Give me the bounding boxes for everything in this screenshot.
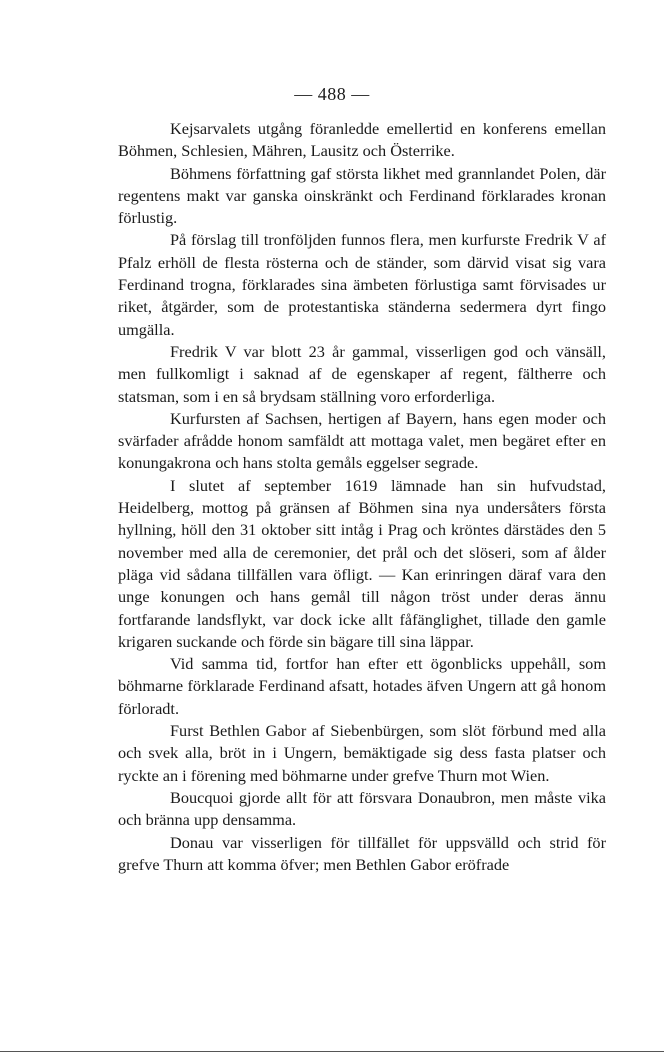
page-number: — 488 — <box>294 84 370 104</box>
paragraph: Fredrik V var blott 23 år gammal, visserligen god och vänsäll, men fullkomligt i saknad af de egenskaper af regent, fältherre och statsman, som i en så brydsam ställning voro erforderliga. <box>118 341 606 406</box>
paragraph: Kurfursten af Sachsen, hertigen af Bayern, hans egen moder och svärfader afrådde honom samfäldt att mottaga valet, men begäret efter en konungakrona och hans stolta gemåls eggelser segrade. <box>118 408 606 473</box>
paragraph: Kejsarvalets utgång föranledde emellertid en konferens emellan Böhmen, Schlesien, Mähren, Lausitz och Österrike. <box>118 119 606 161</box>
body-text <box>118 118 606 876</box>
paragraph: På förslag till tronföljden funnos flera, men kurfurste Fredrik V af Pfalz erhöll de flesta rösterna och de ständer, som därvid visat sig vara Ferdinand trogna, förklarades sina ämbeten förlustiga samt förvisades ur riket, åtgärder, som de protestantiska ständerna sedermera dyrt fingo umgälla. <box>118 230 606 339</box>
paragraph: Furst Bethlen Gabor af Siebenbürgen, som slöt förbund med alla och svek alla, bröt in i Ungern, bemäktigade sig dess fasta platser och ryckte an i förening med böhmarne under grefve Thurn mot Wien. <box>118 721 606 785</box>
paragraph: Donau var visserligen för tillfället för uppsvälld och strid för grefve Thurn att komma öfver; men Bethlen Gabor eröfrade <box>118 832 606 874</box>
paragraph: Boucquoi gjorde allt för att försvara Donaubron, men måste vika och bränna upp densamma. <box>118 787 606 830</box>
page-edge-line <box>0 1051 664 1052</box>
paragraph: Vid samma tid, fortfor han efter ett ögonblicks uppehåll, som böhmarne förklarade Ferdinand afsatt, hotades äfven Ungern att gå honom förloradt. <box>118 654 606 718</box>
paragraph: I slutet af september 1619 lämnade han sin hufvudstad, Heidelberg, mottog på gränsen af Böhmen sina nya undersåters första hyllning, höll den 31 oktober sitt intåg i Prag och kröntes därstädes den 5 november med alla de ceremonier, det prål och det slöseri, som af ålder pläga vid sådana tillfällen vara öfligt. — Kan erinringen däraf vara den unge konungen och hans gemål till någon tröst under deras ännu fortfarande landsflykt, var dock icke allt fåfänglighet, tillade den gamle krigaren suckande och förde sin bägare till sina läppar. <box>118 475 606 651</box>
paragraph: Böhmens författning gaf största likhet med grannlandet Polen, där regentens makt var ganska oinskränkt och Ferdinand förklarades kronan förlustig. <box>118 163 606 228</box>
